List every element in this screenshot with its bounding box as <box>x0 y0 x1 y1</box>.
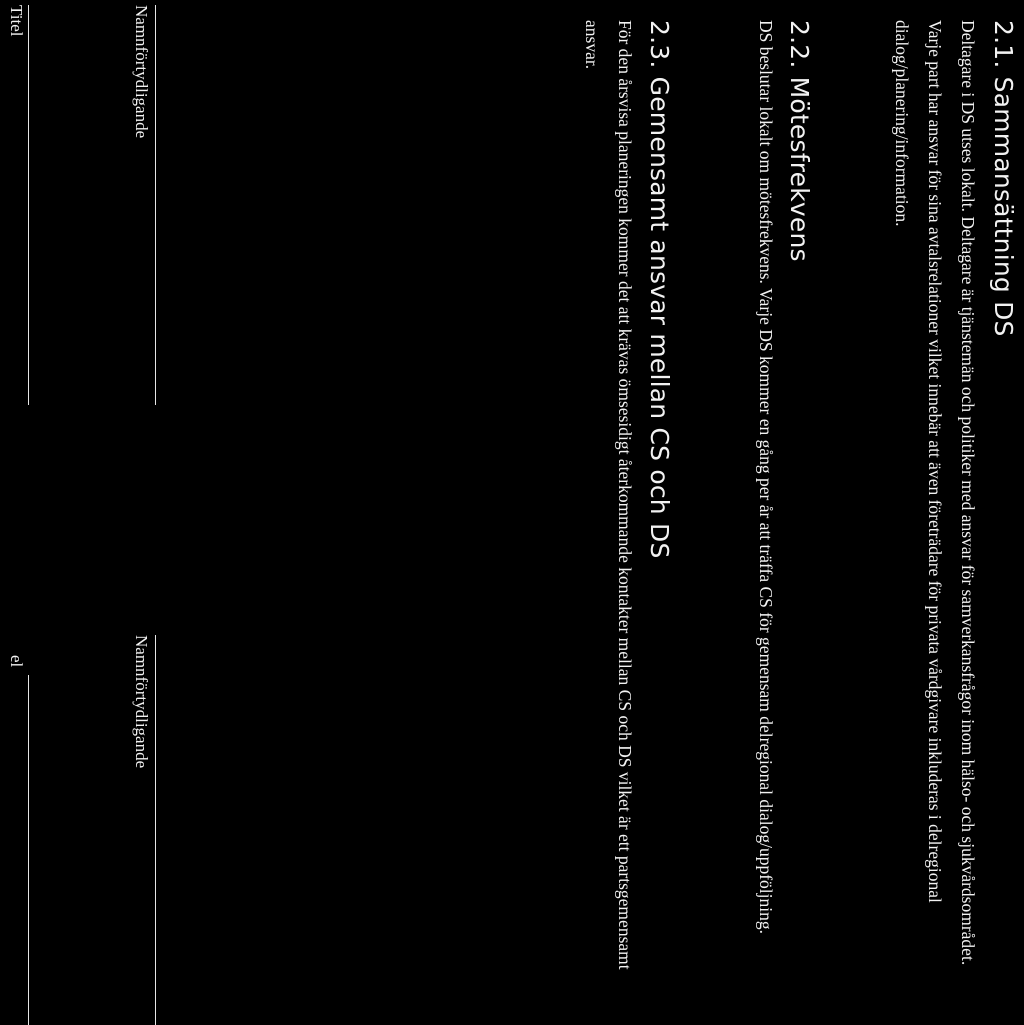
name-label-right: Namnförtydligande <box>132 635 151 769</box>
section-heading-2-2: 2.2. Mötesfrekvens <box>785 20 814 262</box>
section-body-2-1: Deltagare i DS utses lokalt. Deltagare är tjänstemän och politiker med ansvar för samverkansfrågor inom hälso- och sjukvårdsområdet. Varje part har ansvar för sina avtalsrelationer vilket innebär att även företrädare för privata vårdgivare inkluderas i delregional dialog/planering/information. <box>892 20 978 966</box>
section-body-2-3: För den årsvisa planeringen kommer det att krävas ömsesidigt återkommande kontakter mellan CS och DS vilket är ett partsgemensamt ansvar. <box>582 20 635 970</box>
signature-line-left <box>155 5 156 405</box>
section-heading-2-3: 2.3. Gemensamt ansvar mellan CS och DS <box>645 20 674 559</box>
title-label-left: Titel <box>7 5 26 37</box>
signature-line-right <box>155 635 156 1025</box>
title-label-right: el <box>7 655 26 668</box>
title-line-right <box>28 675 29 1025</box>
section-heading-2-1: 2.1. Sammansättning DS <box>989 20 1018 337</box>
title-line-left <box>28 5 29 405</box>
name-label-left: Namnförtydligande <box>132 5 151 139</box>
section-body-2-2: DS beslutar lokalt om mötesfrekvens. Varje DS kommer en gång per år att träffa CS för gemensam delregional dialog/uppföljning. <box>756 20 776 934</box>
